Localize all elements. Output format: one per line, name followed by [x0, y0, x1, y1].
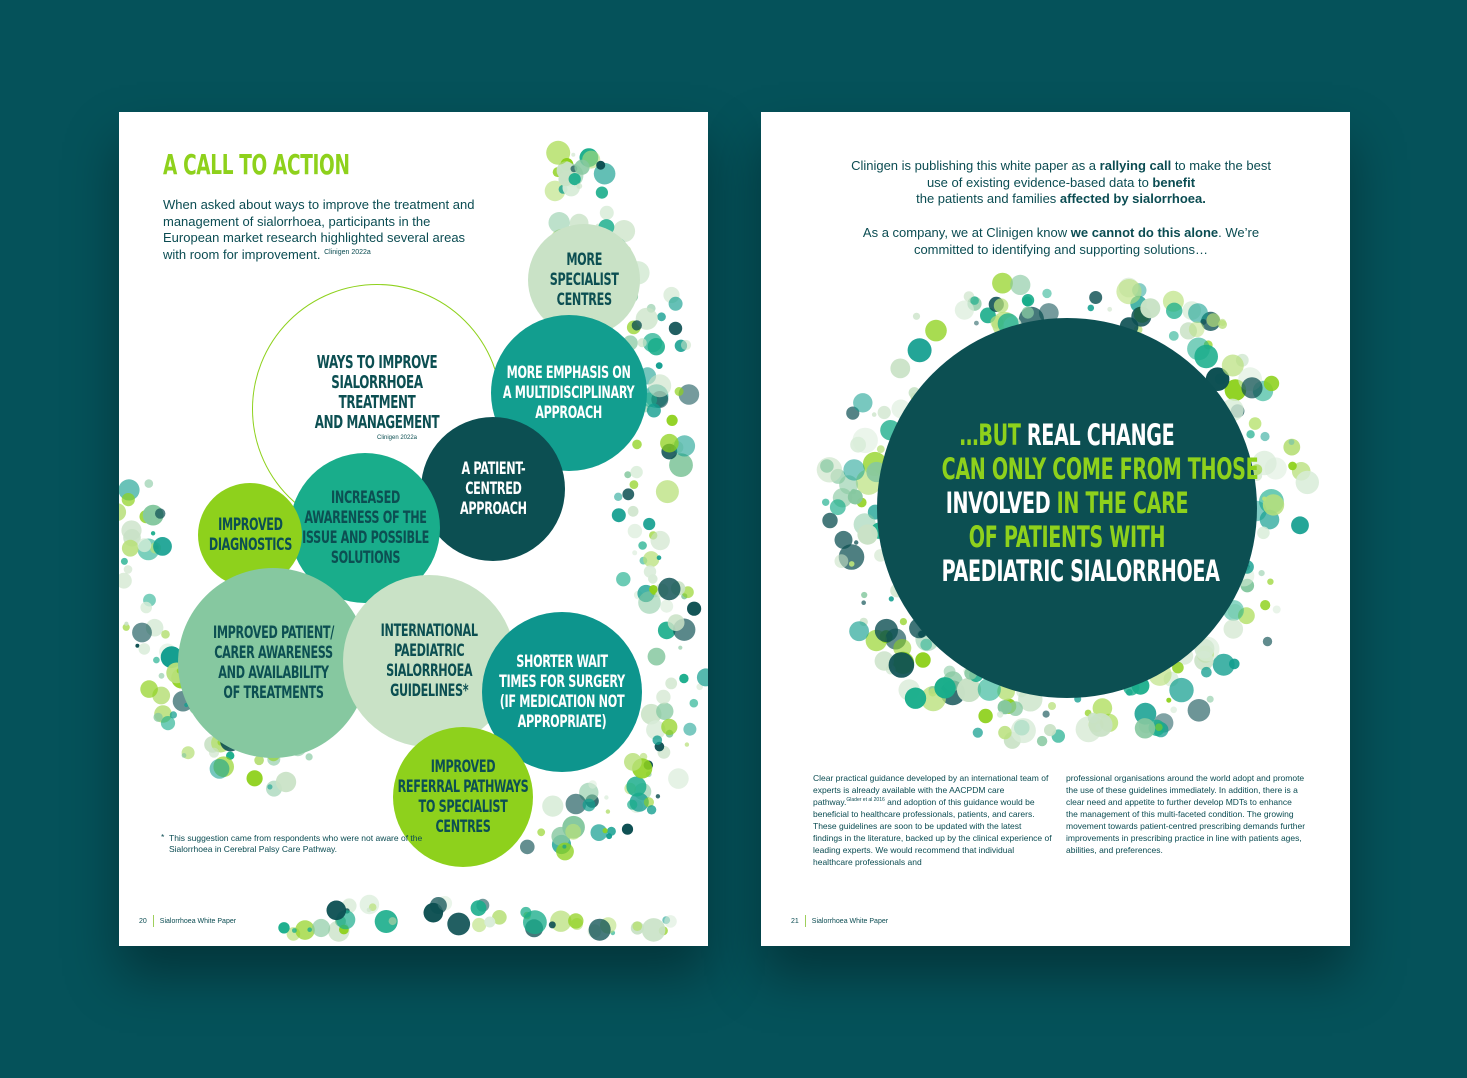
decorative-dot [1273, 606, 1281, 614]
decorative-dot [606, 809, 610, 813]
decorative-dot [312, 919, 330, 937]
decorative-dot [119, 503, 126, 521]
decorative-dot [1201, 667, 1212, 678]
decorative-dot [1140, 298, 1160, 318]
decorative-dot [1169, 678, 1193, 702]
decorative-dot [820, 459, 834, 473]
decorative-dot [656, 703, 673, 720]
decorative-dot [630, 466, 642, 478]
decorative-dot [632, 440, 642, 450]
decorative-dot [632, 320, 642, 330]
decorative-dot [119, 573, 132, 589]
decorative-dot [849, 621, 869, 641]
center-heading: WAYS TO IMPROVE SIALORRHOEA TREATMENT AND MANAGEMENT [314, 352, 440, 433]
decorative-dot [140, 602, 152, 614]
page-title: A CALL TO ACTION [163, 148, 350, 181]
quote-fragment: OF PATIENTS WITH [968, 520, 1166, 554]
decorative-dot [1291, 516, 1309, 534]
decorative-dot [1263, 637, 1272, 646]
quote-line [941, 554, 1220, 588]
decorative-dot [1169, 331, 1179, 341]
decorative-dot [576, 183, 582, 189]
decorative-dot [647, 805, 656, 814]
decorative-dot [668, 614, 685, 631]
decorative-dot [1263, 494, 1284, 515]
decorative-dot [430, 897, 447, 914]
decorative-dot [908, 338, 932, 362]
decorative-dot [992, 273, 1013, 294]
decorative-dot [1010, 275, 1030, 295]
decorative-dot [661, 719, 677, 735]
decorative-dot [622, 824, 633, 835]
decorative-dot [1224, 619, 1244, 639]
decorative-dot [151, 531, 155, 535]
decorative-dot [568, 913, 583, 928]
decorative-dot [1048, 702, 1056, 710]
decorative-dot [1107, 307, 1112, 312]
decorative-dot [471, 900, 487, 916]
decorative-dot [667, 415, 678, 426]
decorative-dot [447, 913, 470, 936]
decorative-dot [690, 699, 699, 708]
decorative-dot [1296, 471, 1319, 494]
intro-citation: Clinigen 2022a [324, 248, 371, 256]
decorative-dot [1011, 718, 1036, 743]
decorative-dot [679, 674, 688, 683]
decorative-dot [656, 362, 663, 369]
decorative-dot [1044, 724, 1056, 736]
intro-text: . We’re committed to identifying and supporting solutions… [913, 225, 1260, 257]
decorative-dot [997, 711, 1003, 717]
decorative-dot [678, 646, 682, 650]
decorative-dot [1042, 289, 1051, 298]
quote-fragment: INVOLVED [945, 486, 1057, 520]
decorative-dot [155, 508, 165, 518]
decorative-dot [571, 153, 575, 157]
decorative-dot [600, 206, 614, 220]
decorative-dot [1207, 313, 1221, 327]
decorative-dot [643, 551, 659, 567]
decorative-dot [889, 596, 894, 601]
intro-emphasis: we cannot do this alone [1070, 225, 1219, 240]
decorative-dot [520, 840, 535, 855]
decorative-dot [389, 917, 397, 925]
decorative-dot [523, 910, 547, 934]
page-number: 20 [139, 917, 147, 925]
intro-emphasis: benefit [1152, 174, 1196, 190]
decorative-dot [656, 690, 670, 704]
decorative-dot [854, 540, 858, 544]
body-text: and adoption of this guidance would be beneficial to healthcare professionals, patients, and carers. These guidelines are soon to be updated with the latest findings in the literature, backed up by the clinical experience of leading experts. We would recommend that individual healthcare professionals and [813, 797, 1052, 867]
decorative-dot [970, 296, 979, 305]
decorative-dot [267, 784, 272, 789]
decorative-dot [596, 161, 605, 170]
decorative-dot [607, 827, 616, 836]
decorative-dot [998, 726, 1011, 739]
decorative-dot [944, 666, 956, 678]
decorative-dot [562, 845, 566, 849]
decorative-dot [651, 531, 670, 550]
decorative-dot [278, 922, 289, 933]
decorative-dot [687, 602, 701, 616]
decorative-dot [1170, 707, 1177, 714]
pull-quote [877, 418, 1257, 588]
decorative-dot [170, 711, 177, 718]
decorative-dot [913, 313, 920, 320]
decorative-dot [1229, 659, 1240, 670]
decorative-dot [889, 652, 915, 678]
decorative-dot [1089, 291, 1102, 304]
footer-title: Sialorrhoea White Paper [159, 917, 237, 925]
decorative-dot [905, 688, 926, 709]
decorative-dot [292, 928, 297, 933]
decorative-dot [853, 393, 872, 412]
decorative-dot [974, 321, 979, 326]
decorative-dot [850, 437, 866, 453]
bubble-label: IMPROVED DIAGNOSTICS [208, 515, 292, 555]
decorative-dot [822, 513, 837, 528]
decorative-dot [1187, 338, 1210, 361]
decorative-dot [697, 668, 708, 686]
decorative-dot [875, 619, 898, 642]
decorative-dot [153, 537, 172, 556]
decorative-dot [1207, 696, 1214, 703]
decorative-dot [657, 555, 662, 560]
decorative-dot [1188, 699, 1211, 722]
bubble-label: MORE EMPHASIS ON A MULTIDISCIPLINARY APPROACH [503, 363, 635, 423]
decorative-dot [1189, 322, 1205, 338]
decorative-dot [683, 723, 696, 736]
decorative-dot [665, 678, 677, 690]
footer-title: Sialorrhoea White Paper [811, 917, 889, 925]
quote-fragment: IN THE CARE [1056, 486, 1189, 520]
decorative-dot [669, 297, 683, 311]
decorative-dot [649, 585, 658, 594]
decorative-dot [145, 479, 154, 488]
decorative-dot [132, 623, 152, 643]
intro-text: the patients and families [916, 191, 1060, 206]
body-column-2: professional organisations around the world adopt and promote the use of these guidelines immediately. In addition, there is a clear need and appetite to further develop MDTs to enhance the management of this multi-faceted condition. The growing movement towards patient-centred prescribing demands further improvements in prescribing practice in line with patients ages, abilities, and preferences. [1066, 773, 1306, 855]
decorative-dot [1116, 279, 1141, 304]
decorative-dot [669, 322, 682, 335]
decorative-dot [644, 565, 656, 577]
footnote-mark: * [161, 832, 165, 842]
decorative-dot [247, 770, 263, 786]
decorative-dot [210, 759, 230, 779]
decorative-dot [835, 531, 853, 549]
decorative-dot [574, 160, 589, 175]
decorative-dot [994, 298, 1009, 313]
decorative-dot [955, 301, 974, 320]
footer-divider [805, 915, 806, 927]
decorative-dot [1166, 698, 1171, 703]
decorative-dot [542, 796, 563, 817]
page-footer [791, 915, 888, 927]
decorative-dot [484, 917, 495, 928]
decorative-dot [1043, 711, 1050, 718]
decorative-dot [549, 921, 556, 928]
decorative-dot [660, 434, 679, 453]
footnote [161, 833, 461, 855]
decorative-dot [583, 799, 596, 812]
bubble-label: SHORTER WAIT TIMES FOR SURGERY (IF MEDICATION NOT APPROPRIATE) [499, 652, 625, 732]
decorative-dot [1008, 701, 1023, 716]
left-page [119, 112, 708, 946]
decorative-dot [851, 489, 856, 494]
decorative-dot [642, 918, 666, 942]
decorative-dot [622, 488, 634, 500]
right-page [761, 112, 1350, 946]
decorative-dot [900, 618, 907, 625]
decorative-dot [925, 320, 947, 342]
body-column-1 [813, 772, 1053, 868]
decorative-dot [182, 753, 187, 758]
decorative-dot [307, 927, 312, 932]
decorative-dot [1241, 377, 1262, 398]
decorative-dot [546, 141, 570, 165]
decorative-dot [1037, 736, 1047, 746]
decorative-dot [140, 680, 158, 698]
decorative-dot [1022, 296, 1032, 306]
bubble-label: INCREASED AWARENESS OF THE ISSUE AND POSSIBLE SOLUTIONS [301, 488, 429, 568]
decorative-dot [624, 753, 642, 771]
decorative-dot [589, 919, 611, 941]
intro-paragraph [163, 197, 483, 263]
decorative-dot [596, 187, 608, 199]
decorative-dot [835, 554, 849, 568]
decorative-dot [872, 412, 877, 417]
rallying-call-paragraph [851, 158, 1271, 208]
decorative-dot [628, 506, 639, 517]
bubble-label: INTERNATIONAL PAEDIATRIC SIALORRHOEA GUIDELINES* [380, 621, 478, 701]
page-footer [139, 915, 236, 927]
decorative-dot [643, 518, 655, 530]
decorative-dot [656, 480, 679, 503]
decorative-dot [675, 387, 684, 396]
decorative-dot [124, 622, 128, 626]
decorative-dot [664, 915, 677, 928]
intro-text: to make the best use of existing evidence-based data to [926, 158, 1271, 190]
decorative-dot [603, 828, 608, 833]
intro-text: As a company, we at Clinigen know [862, 225, 1071, 240]
decorative-dot [830, 499, 846, 515]
decorative-dot [630, 480, 639, 489]
decorative-dot [1259, 570, 1265, 576]
decorative-dot [327, 901, 347, 921]
decorative-dot [1260, 432, 1269, 441]
decorative-dot [628, 524, 642, 538]
decorative-dot [159, 673, 165, 679]
decorative-dot [1288, 462, 1297, 471]
bubble-label: A PATIENT- CENTRED APPROACH [459, 459, 527, 519]
decorative-dot [1088, 305, 1095, 312]
decorative-dot [1257, 527, 1270, 540]
decorative-dot [1022, 307, 1034, 319]
decorative-dot [857, 524, 877, 544]
decorative-dot [934, 677, 955, 698]
decorative-dot [612, 508, 626, 522]
decorative-dot [1260, 600, 1270, 610]
intro-text: Clinigen is publishing this white paper as a [851, 158, 1100, 173]
decorative-dot [122, 493, 135, 506]
decorative-dot [681, 340, 691, 350]
quote-fragment: CAN ONLY COME FROM THOSE [941, 452, 1259, 486]
company-commitment-paragraph [851, 225, 1271, 258]
decorative-dot [565, 824, 581, 840]
quote-line [942, 418, 1193, 452]
body-citation: Glader et al 2016 [846, 797, 885, 803]
decorative-dot [154, 713, 163, 722]
decorative-dot [627, 800, 637, 810]
decorative-dot [1155, 723, 1163, 731]
quote-fragment: REAL CHANGE [1026, 418, 1175, 452]
decorative-dot [638, 541, 647, 550]
decorative-dot [861, 600, 866, 605]
bubble-label: IMPROVED PATIENT/ CARER AWARENESS AND AVAILABILITY OF TREATMENTS [212, 623, 334, 703]
intro-text: When asked about ways to improve the treatment and management of sialorrhoea, participants in the European market research highlighted several areas with room for improvement. [163, 197, 475, 262]
intro-emphasis: rallying call [1099, 158, 1172, 173]
decorative-dot [1135, 718, 1155, 738]
decorative-dot [153, 657, 160, 664]
decorative-dot [139, 643, 151, 655]
decorative-dot [138, 538, 152, 552]
decorative-dot [890, 359, 910, 379]
decorative-dot [124, 565, 133, 574]
decorative-dot [656, 794, 660, 798]
decorative-dot [843, 459, 864, 480]
decorative-dot [653, 735, 663, 745]
decorative-dot [660, 600, 673, 613]
footer-divider [153, 915, 154, 927]
decorative-dot [1267, 579, 1273, 585]
decorative-dot [861, 592, 867, 598]
decorative-dot [822, 499, 829, 506]
decorative-dot [276, 772, 296, 792]
decorative-dot [122, 540, 139, 557]
quote-fragment: …BUT [959, 418, 1027, 452]
quote-line [942, 486, 1193, 520]
decorative-dot [685, 742, 689, 746]
decorative-dot [915, 652, 930, 667]
quote-fragment: PAEDIATRIC SIALORRHOEA [941, 554, 1220, 588]
decorative-dot [1264, 376, 1279, 391]
center-citation: Clinigen 2022a [376, 435, 418, 441]
decorative-dot [367, 908, 372, 913]
decorative-dot [472, 918, 486, 932]
decorative-dot [658, 578, 680, 600]
decorative-dot [604, 795, 608, 799]
decorative-dot [1289, 439, 1295, 445]
decorative-dot [624, 471, 631, 478]
quote-line [942, 520, 1193, 554]
decorative-dot [633, 921, 643, 931]
decorative-dot [668, 768, 689, 789]
decorative-dot [306, 753, 313, 760]
decorative-dot [1166, 303, 1182, 319]
decorative-dot [973, 728, 983, 738]
footnote-text: This suggestion came from respondents who were not aware of the Sialorrhoea in Cerebral Palsy Care Pathway. [169, 833, 423, 854]
decorative-dot [626, 777, 646, 797]
decorative-dot [978, 709, 992, 723]
bubble-label: MORE SPECIALIST CENTRES [549, 250, 619, 310]
decorative-dot [121, 558, 128, 565]
decorative-dot [209, 748, 219, 758]
decorative-dot [849, 561, 855, 567]
decorative-dot [1088, 713, 1099, 724]
decorative-dot [614, 493, 622, 501]
body-text: Clear practical guidance developed by an international team of experts is already available with the AACPDM care pathway. [813, 773, 1049, 807]
decorative-dot [632, 550, 637, 555]
decorative-dot [121, 520, 141, 540]
decorative-dot [588, 780, 596, 788]
bubble-label: IMPROVED REFERRAL PATHWAYS TO SPECIALIST CENTRES [397, 757, 529, 837]
decorative-dot [638, 338, 647, 347]
page-number: 21 [791, 917, 799, 925]
quote-line [941, 452, 1259, 486]
intro-emphasis: affected by sialorrhoea. [1059, 191, 1206, 206]
decorative-dot [648, 338, 665, 355]
decorative-dot [657, 312, 666, 321]
decorative-dot [616, 572, 630, 586]
